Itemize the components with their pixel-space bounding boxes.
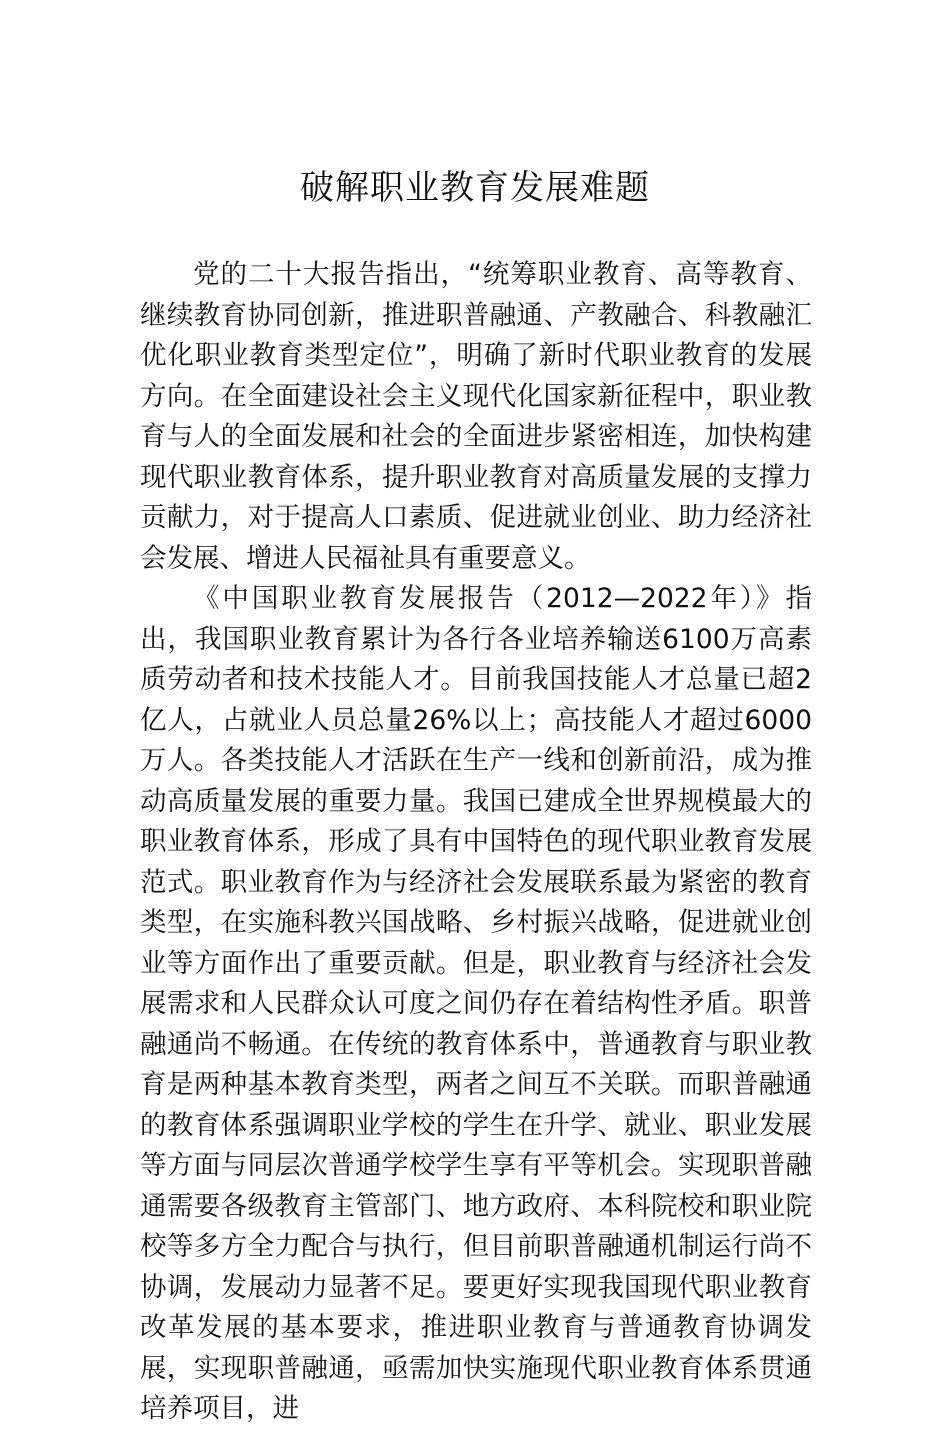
paragraph-1: 党的二十大报告指出，“统筹职业教育、高等教育、继续教育协同创新，推进职普融通、产教融合、科教融汇优化职业教育类型定位”，明确了新时代职业教育的发展方向。在全面建设社会主义现代化国家新征程中，职业教育与人的全面发展和社会的全面进步紧密相连，加快构建现代职业教育体系，提升职业教育对高质量发展的支撑力贡献力，对于提高人口素质、促进就业创业、助力经济社会发展、增进人民福祉具有重要意义。 (140, 259, 812, 574)
document-body (140, 255, 812, 1430)
document-title: 破解职业教育发展难题 (300, 168, 650, 208)
paragraph-2: 《中国职业教育发展报告（2012—2022年）》指出，我国职业教育累计为各行各业培养输送6100万高素质劳动者和技术技能人才。目前我国技能人才总量已超2亿人，占就业人员总量26%以上；高技能人才超过6000万人。各类技能人才活跃在生产一线和创新前沿，成为推动高质量发展的重要力量。我国已建成全世界规模最大的职业教育体系，形成了具有中国特色的现代职业教育发展范式。职业教育作为与经济社会发展联系最为紧密的教育类型，在实施科教兴国战略、乡村振兴战略，促进就业创业等方面作出了重要贡献。但是，职业教育与经济社会发展需求和人民群众认可度之间仍存在着结构性矛盾。职普融通尚不畅通。在传统的教育体系中，普通教育与职业教育是两种基本教育类型，两者之间互不关联。而职普融通的教育体系强调职业学校的学生在升学、就业、职业发展等方面与同层次普通学校学生享有平等机会。实现职普融通需要各级教育主管部门、地方政府、本科院校和职业院校等多方全力配合与执行，但目前职普融通机制运行尚不协调，发展动力显著不足。要更好实现我国现代职业教育改革发展的基本要求，推进职业教育与普通教育协调发展，实现职普融通，亟需加快实施现代职业教育体系贯通培养项目，进 (140, 583, 812, 1424)
